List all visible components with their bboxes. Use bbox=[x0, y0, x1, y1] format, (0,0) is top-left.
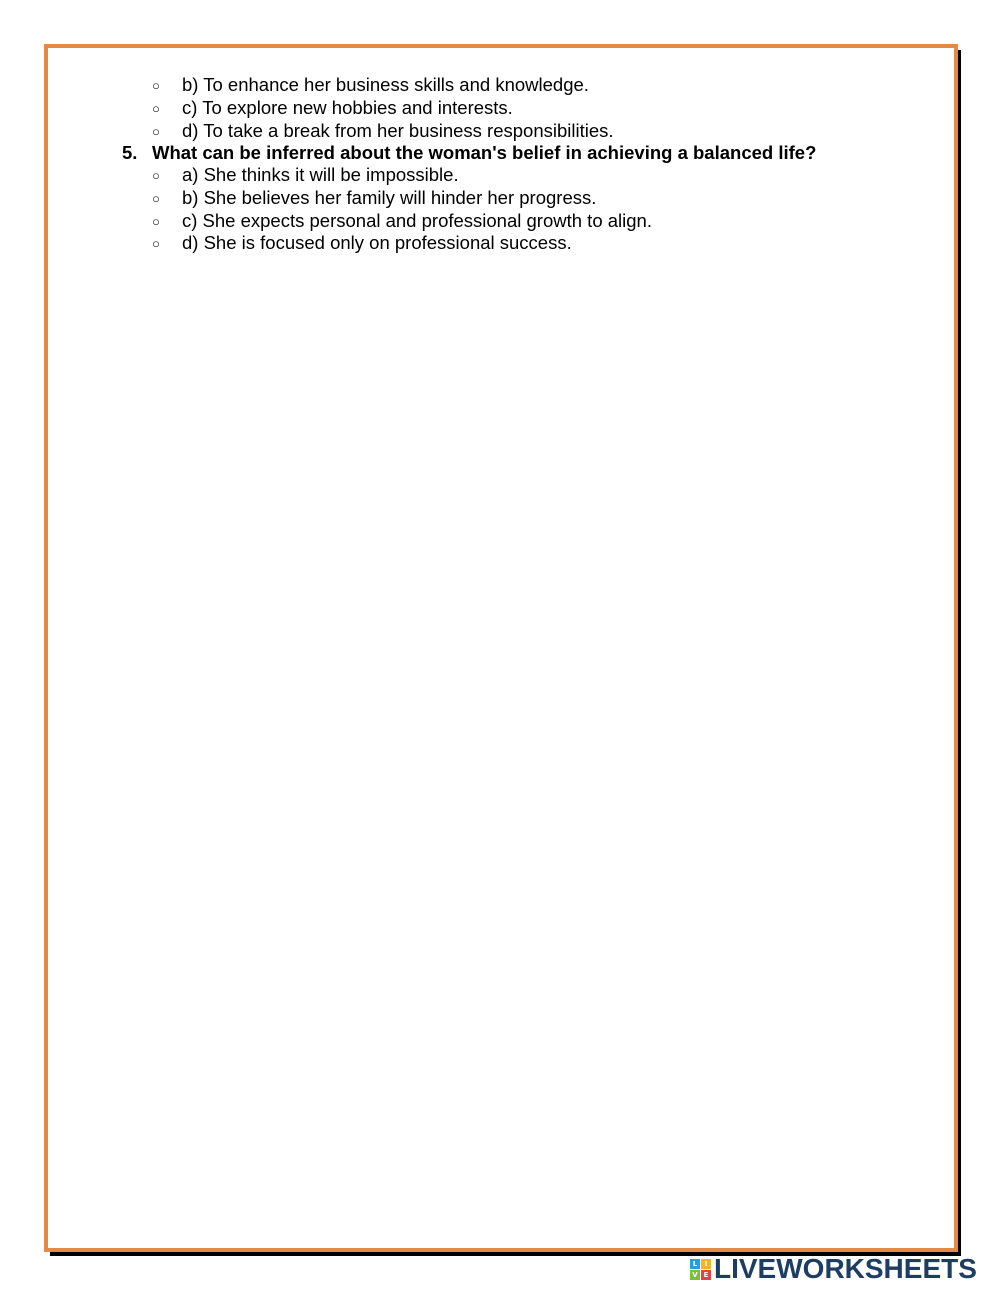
logo-block: V bbox=[690, 1270, 700, 1280]
option-item bbox=[152, 164, 459, 186]
logo-text: LIVEWORKSHEETS bbox=[714, 1253, 977, 1284]
question-number: 5. bbox=[122, 142, 138, 163]
logo-block: L bbox=[690, 1259, 700, 1269]
option-text: b) She believes her family will hinder her progress. bbox=[182, 187, 597, 208]
option-item bbox=[152, 210, 652, 232]
logo-block: E bbox=[701, 1270, 711, 1280]
bullet-icon: ○ bbox=[152, 124, 160, 139]
question-text: What can be inferred about the woman's belief in achieving a balanced life? bbox=[152, 142, 817, 163]
option-text: b) To enhance her business skills and knowledge. bbox=[182, 74, 589, 95]
option-text: a) She thinks it will be impossible. bbox=[182, 164, 459, 185]
option-item bbox=[152, 187, 597, 209]
bullet-icon: ○ bbox=[152, 168, 160, 183]
option-item bbox=[152, 74, 589, 96]
option-text: c) She expects personal and professional growth to align. bbox=[182, 210, 652, 231]
bullet-icon: ○ bbox=[152, 191, 160, 206]
liveworksheets-logo[interactable] bbox=[690, 1255, 977, 1283]
worksheet-page bbox=[44, 44, 958, 1252]
bullet-icon: ○ bbox=[152, 101, 160, 116]
question-5 bbox=[122, 142, 816, 164]
option-item bbox=[152, 232, 572, 254]
option-text: d) To take a break from her business responsibilities. bbox=[182, 120, 614, 141]
option-item bbox=[152, 120, 614, 142]
bullet-icon: ○ bbox=[152, 78, 160, 93]
bullet-icon: ○ bbox=[152, 236, 160, 251]
option-item bbox=[152, 97, 513, 119]
option-text: c) To explore new hobbies and interests. bbox=[182, 97, 513, 118]
bullet-icon: ○ bbox=[152, 214, 160, 229]
logo-blocks-icon bbox=[690, 1259, 711, 1280]
option-text: d) She is focused only on professional success. bbox=[182, 232, 572, 253]
logo-block: I bbox=[701, 1259, 711, 1269]
